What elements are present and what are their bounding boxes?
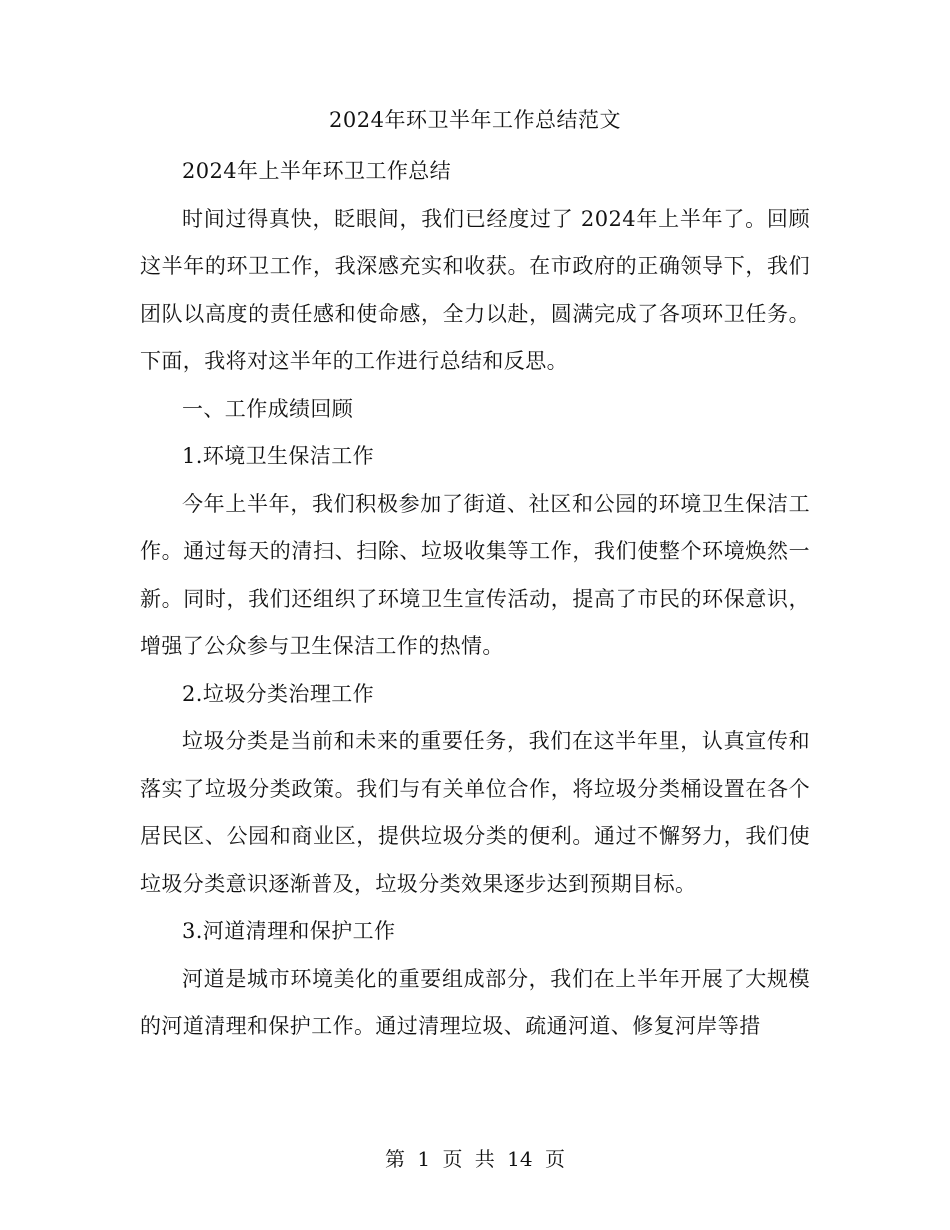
- subsection-heading: 2.垃圾分类治理工作: [182, 681, 375, 706]
- subsection-heading: 1.环境卫生保洁工作: [182, 444, 375, 468]
- page-footer: 第 1 页 共 14 页: [385, 1147, 565, 1171]
- subsection-heading: 3.河道清理和保护工作: [182, 919, 396, 943]
- section-heading: 一、工作成绩回顾: [182, 396, 354, 421]
- body-paragraph: 河道是城市环境美化的重要组成部分，我们在上半年开展了大规模的河道清理和保护工作。通过清理垃圾、疏通河道、修复河岸等措: [140, 966, 810, 1038]
- subtitle-paragraph: 2024年上半年环卫工作总结: [182, 159, 452, 183]
- body-paragraph: 今年上半年，我们积极参加了街道、社区和公园的环境卫生保洁工作。通过每天的清扫、扫除、垃圾收集等工作，我们使整个环境焕然一新。同时，我们还组织了环境卫生宣传活动，提高了市民的环保意识，增强了公众参与卫生保洁工作的热情。: [140, 491, 810, 658]
- document-body: [140, 148, 810, 1051]
- document-title: 2024年环卫半年工作总结范文: [329, 108, 621, 132]
- intro-paragraph: 时间过得真快，眨眼间，我们已经度过了 2024年上半年了。回顾这半年的环卫工作，我深感充实和收获。在市政府的正确领导下，我们团队以高度的责任感和使命感，全力以赴，圆满完成了各项环卫任务。下面，我将对这半年的工作进行总结和反思。: [140, 206, 810, 373]
- body-paragraph: 垃圾分类是当前和未来的重要任务，我们在这半年里，认真宣传和落实了垃圾分类政策。我们与有关单位合作，将垃圾分类桶设置在各个居民区、公园和商业区，提供垃圾分类的便利。通过不懈努力，我们使垃圾分类意识逐渐普及，垃圾分类效果逐步达到预期目标。: [140, 729, 810, 896]
